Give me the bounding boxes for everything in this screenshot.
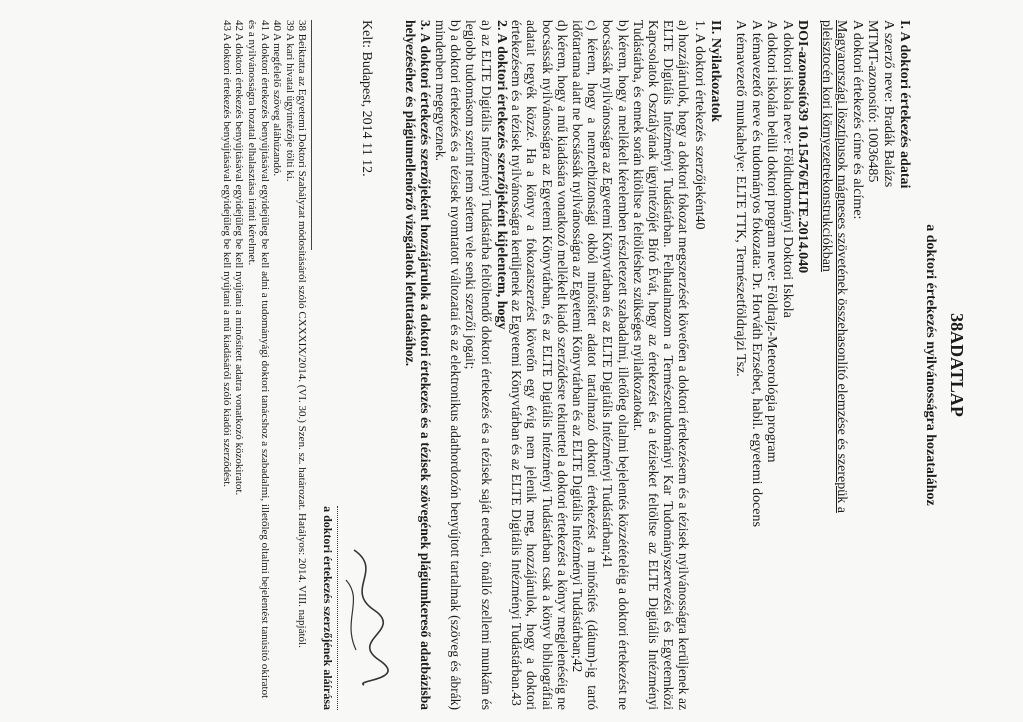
statement-3: 3. A doktori értekezés szerzőjeként hozzájárulok a doktori értekezés és a tézisek szövegének plágiumkereső adatbázisba helyezéséhez és plágiumellenőrző vizsgálatok lefuttatásához.	[402, 20, 433, 710]
statement-a: a) az ELTE Digitális Intézményi Tudástárba feltöltendő doktori értekezés és a tézisek saját eredeti, önálló szellemi munkám és legjobb tudomásom szerint nem sértem vele senki szerzői jogait;	[463, 20, 494, 710]
footnote-41: 41 A doktori értekezés benyújtásával egyidejűleg be kell adni a tudományági doktori tanácshoz a szabadalmi, illetőleg oltalmi bejelentést tanúsító okiratot és a nyilvánosságra hozatal elhalasztása iránti kérelmet.	[245, 20, 271, 699]
doi: DOI-azonosító39 10.15476/ELTE.2014.040	[795, 20, 811, 274]
signature-block	[316, 20, 396, 710]
doctoral-school: A doktori iskola neve: Földtudományi Doktori Iskola	[780, 20, 795, 318]
document-content	[220, 20, 967, 710]
signing-date: Kelt: Budapest, 2014 11 12.	[359, 20, 375, 177]
signature-label: a doktori értekezés szerzőjének aláírása	[320, 506, 338, 710]
page-title: 38ADATLAP	[947, 313, 967, 417]
footnote-42: 42 A doktori értekezés benyújtásával egyidejűleg be kell nyújtani a minősített adatra vonatkozó közokiratot.	[233, 20, 246, 496]
footnote-39: 39 A kari hivatal ügyintézője tölti ki.	[283, 20, 296, 182]
header	[922, 20, 967, 710]
handwritten-signature	[338, 540, 394, 690]
thesis-title-label: A doktori értekezés címe és alcíme:	[850, 20, 865, 220]
item2-heading: 2. A doktori értekezés szerzőjeként kijelentem, hogy	[494, 20, 510, 330]
thesis-title-line1: Magyarországi lösztípusok mágneses szövetének összehasonlító elemzése és szerepük a	[834, 20, 850, 513]
footnote-40: 40 A megfelelő szöveg aláhúzandó.	[271, 20, 284, 177]
statement-b: b) a doktori értekezés és a tézisek nyomtatott változatai és az elektronikus adathordozón benyújtott tartalmak (szöveg és ábrák) mindenben megegyeznek.	[432, 20, 464, 710]
footnote-43: 43 A doktori értekezés benyújtásával egyidejűleg be kell nyújtani a mű kiadásáról szóló kiadói szerződést.	[220, 20, 233, 488]
item1-heading: 1. A doktori értekezés szerzőjeként40	[692, 20, 707, 230]
declaration-c: c) kérem, hogy a nemzetbiztonsági okból minősített adatot tartalmazó doktori értekezést a minősítés (dátum)-ig tartó időtartama alatt ne bocsássák nyilvánosságra az Egyetemi Könyvtárban és az ELTE Digitális Intézményi Tudástárban;42	[570, 20, 601, 710]
footnote-divider	[311, 20, 312, 250]
author-name: A szerző neve: Bradák Balázs	[881, 20, 896, 188]
section2-heading: II. Nyilatkozatok	[708, 20, 723, 122]
thesis-title-line2: pleisztocén kori környezetrekonstrukciókban	[819, 20, 834, 272]
section1-heading: I. A doktori értekezés adatai	[897, 20, 912, 189]
declaration-d: d) kérem, hogy a mű kiadására vonatkozó mellékelt kiadó szerződésre tekintettel a doktori értekezést a könyv megjelenéséig ne bocsássák nyilvánosságra az Egyetemi Könyvtárban, és az ELTE Digitális Intézményi Tudástárban csak a könyv bibliográfiai adatait tegyék közzé. Ha a könyv a fokozatszerzést követőn egy évig nem jelenik meg, hozzájárulok, hogy a doktori értekezésem és a tézisek nyilvánosságra kerüljenek az Egyetemi Könyvtárban és az ELTE Digitális Intézményi Tudástárban.43	[509, 20, 570, 710]
supervisor: A témavezető neve és tudományos fokozata: Dr. Horváth Erzsébet, habil. egyetemi docens	[749, 20, 764, 527]
declaration-a: a) hozzájárulok, hogy a doktori fokozat megszerzését követően a doktori értekezésem és a tézisek nyilvánosságra kerüljenek az ELTE Digitális Intézményi Tudástárban. Felhatalmazom a Természettudományi Kar Tudományszervezési és Egyetemközi Kapcsolatok Osztályának ügyintézőjét Bíró Évát, hogy az értekezést és a téziseket feltöltse az ELTE Digitális Intézményi Tudástárba, és ennek során kitöltse a feltöltéshez szükséges nyilatkozatokat.	[630, 20, 692, 710]
footnote-38: 38 Beiktatta az Egyetemi Doktori Szabályzat módosításáról szóló CXXXIX/2014. (VI. 30.) Szen. sz. határozat. Hatályos: 2014. VIII. napjától.	[296, 20, 309, 648]
page-subtitle: a doktori értekezés nyilvánosságra hozatalához	[923, 224, 938, 506]
mtmt-id: MTMT-azonosító: 10036485	[865, 20, 881, 183]
footnotes	[220, 20, 312, 710]
doctoral-program: A doktori iskolán belüli doktori program neve: Földrajz-Meteorológia program	[764, 20, 780, 463]
declaration-b: b) kérem, hogy a mellékelt kérelemben részletezett szabadalmi, illetőleg oltalmi bejelentés közzétételéig a doktori értekezést ne bocsássák nyilvánosságra az Egyetemi Könyvtárban és az ELTE Digitális Intézményi Tudástárban;41	[600, 20, 631, 710]
supervisor-workplace: A témavezető munkahelye: ELTE TTK, Természetföldrajzi Tsz.	[733, 20, 749, 377]
